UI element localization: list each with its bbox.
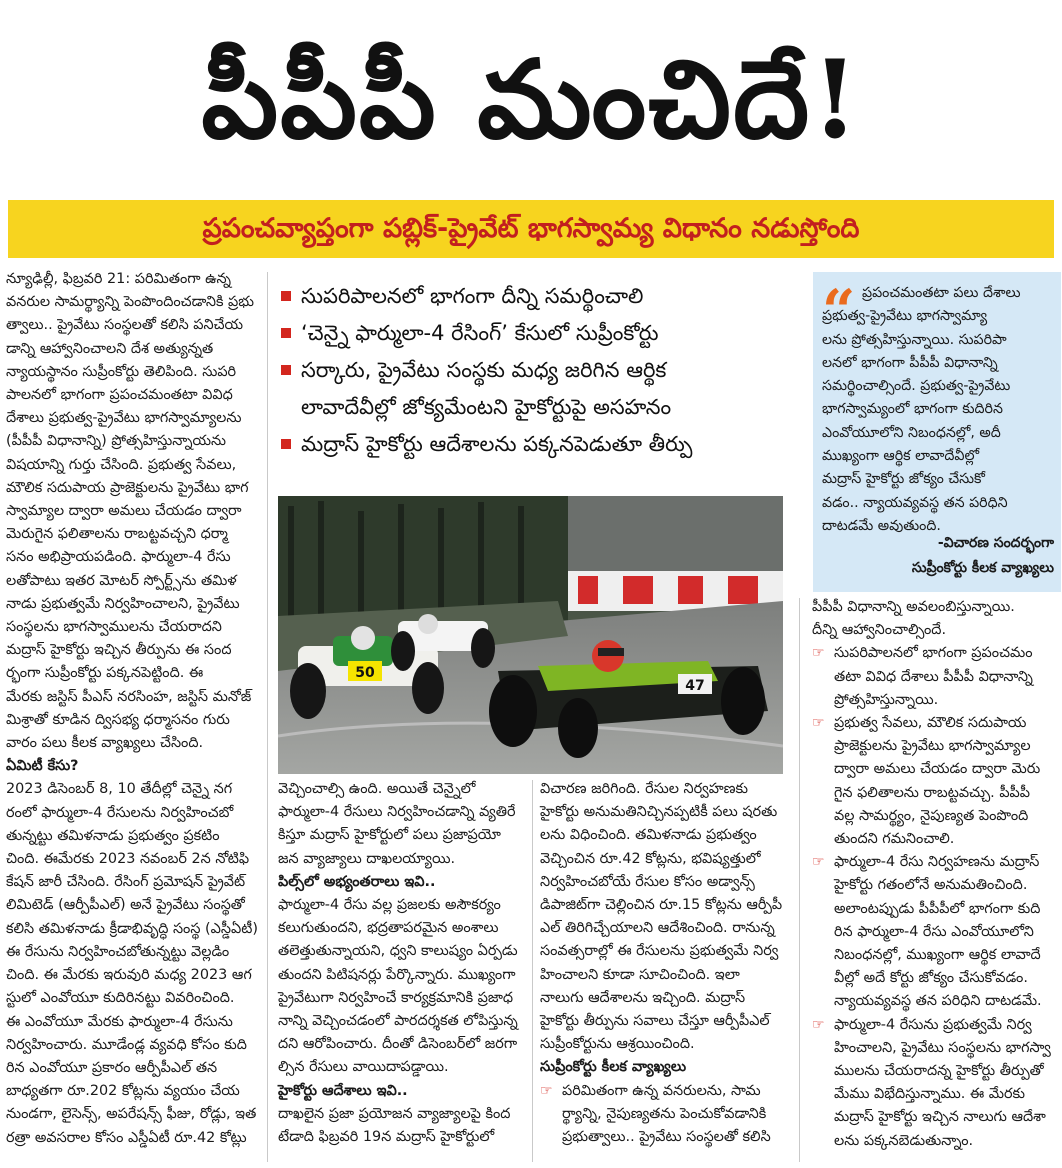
column-divider (267, 272, 268, 1162)
text-line: రిన ఎంవోయూ ప్రకారం ఆర్పీపీఎల్‌ తన (6, 1059, 218, 1076)
text-line: ప్రభుత్వ సేవలు, మౌలిక సదుపాయ (834, 715, 1027, 732)
text-line: పరిమితంగా ఉన్న వనరులను, సామ (562, 1082, 761, 1099)
subheading-sc-remarks: సుప్రీంకోర్టు కీలక వ్యాఖ్యలు (540, 1059, 687, 1076)
text-line: లిమిటెడ్‌ (ఆర్పీపీఎల్‌) అనే ప్రైవేటు సంస్థతో (6, 897, 245, 914)
headline: పీపీపీ మంచిదే! (201, 37, 861, 163)
bullet-text: లావాదేవీల్లో జోక్యమేంటని హైకోర్టుపై అసహనం (301, 395, 672, 419)
article-column-3 (540, 778, 792, 1149)
bullet-square-icon (281, 291, 291, 301)
text-line: కలిసి తమిళనాడు క్రీడాభివృద్ధి సంస్థ (ఎస్డీఏటీ) (6, 920, 258, 937)
column-divider (532, 780, 533, 1162)
text-line: న్యాయవ్యవస్థ తన పరిధిని దాటడమే. (834, 993, 1042, 1010)
text-line: ఫార్ములా-4 రేసు వల్ల ప్రజలకు అసౌకర్యం (278, 897, 501, 914)
quote-attribution (822, 531, 1054, 581)
text-line: హైకోర్టు అనుమతినిచ్చినప్పటికీ పలు షరతు (540, 804, 778, 821)
pointing-hand-icon: ☞ (540, 1082, 553, 1099)
text-line: మద్రాస్‌ హైకోర్టు ఇచ్చిన నాలుగు ఆదేశా (834, 1109, 1046, 1126)
text-line: త్వాలు.. ప్రైవేటు సంస్థలతో కలిసి పనిచేయ (6, 317, 244, 334)
text-line: ములను చేయరాదన్న హైకోర్టు తీర్పుతో (834, 1063, 1044, 1080)
text-line: ప్రభుత్వాలు.. ప్రైవేటు సంస్థలతో కలిసి (562, 1129, 771, 1146)
text-line: న్యాయస్థానం సుప్రీంకోర్టు తెలిపింది. సుపరి (6, 363, 237, 380)
subheading-hc-orders: హైకోర్టు ఆదేశాలు ఇవి.. (278, 1082, 408, 1099)
text-line: పీపీపీ విధానాన్ని అవలంబిస్తున్నాయి. (812, 599, 1015, 615)
text-line: ద్వారా అమలు చేయడం ద్వారా మెరు (834, 761, 1041, 778)
sc-remark-point (540, 1080, 792, 1150)
bullet-square-icon (281, 365, 291, 375)
bullet-text: ‘చెన్నై ఫార్ములా-4 రేసింగ్‌’ కేసులో సుప్రీంకోర్టు (301, 321, 659, 345)
text-line: అలాంటప్పుడు పీపీపీలో భాగంగా కుది (834, 900, 1041, 917)
text-line: రంలో ఫార్ములా-4 రేసులను నిర్వహించబో (6, 804, 234, 821)
text-line: నాన్ని వెచ్చించడంలో పారదర్శకత లోపిస్తున్న (278, 1013, 518, 1030)
text-line: రత్రా అవసరాల కోసం ఎస్డీఏటీ రూ.42 కోట్లు (6, 1129, 247, 1146)
text-line: చింది. ఈ మేరకు ఇరువురి మధ్య 2023 ఆగ (6, 967, 252, 984)
text-line: సంస్థలను భాగస్వాములను చేయరాదని (6, 619, 222, 636)
text-line: ల్సిన రేసులు వాయిదాపడ్డాయి. (278, 1059, 449, 1076)
text-line: హైకోర్టు తీర్పును సవాలు చేస్తూ ఆర్పీపీఎల్‌ (540, 1013, 770, 1030)
text-line: తలెత్తుతున్నాయని, ధ్వని కాలుష్యం ఏర్పడు (278, 943, 518, 960)
text-line: హించాలని, ప్రైవేటు సంస్థలను భాగస్వా (834, 1039, 1051, 1056)
sc-remark-point (812, 851, 1058, 1013)
subheading-what-is-case: ఏమిటీ కేసు? (6, 758, 79, 775)
quote-text (822, 277, 1054, 538)
text-line: మెరుగైన ఫలితాలను రాబట్టవచ్చని ధర్మా (6, 526, 228, 543)
highlight-bullet (275, 426, 800, 463)
highlight-bullets (275, 278, 800, 463)
text-line: మౌలిక సదుపాయ ప్రాజెక్టులను ప్రైవేటు భాగ (6, 479, 249, 496)
pointing-hand-icon: ☞ (812, 715, 825, 732)
text-line: తుందని గమనించాలి. (834, 831, 955, 848)
quote-line: వడం.. న్యాయవ్యవస్థ తన పరిధిని (822, 494, 1008, 511)
text-line: స్టులో ఎంవోయూ కుదిరినట్టు వివరించింది. (6, 990, 235, 1007)
text-line: వెచ్చించిన రూ.42 కోట్లను, భవిష్యత్తులో (540, 850, 761, 867)
text-line: లను విధించింది. తమిళనాడు ప్రభుత్వం (540, 827, 757, 844)
sc-remark-point (812, 712, 1058, 851)
attribution-line: సుప్రీంకోర్టు కీలక వ్యాఖ్యలు (911, 560, 1054, 576)
text-line: నిర్వహించబోయే రేసుల కోసం అడ్వాన్స్‌ (540, 873, 755, 890)
text-line: ప్రోత్సహిస్తున్నాయి. (834, 691, 939, 708)
car-number-47: 47 (685, 678, 705, 694)
highlight-bullet (275, 278, 800, 315)
text-line: పాలనలో భాగంగా ప్రపంచమంతటా వివిధ (6, 387, 233, 404)
text-line: వల్ల సామర్థ్యం, నైపుణ్యత పెంపొంది (834, 807, 1029, 824)
text-line: టేడాది ఫిబ్రవరి 19న మద్రాస్‌ హైకోర్టులో (278, 1129, 495, 1146)
text-line: మేరకు జస్టిస్‌ పీఎస్‌ నరసింహ, జస్టిస్‌ మనోజ్‌ (6, 688, 252, 705)
race-photo (278, 496, 783, 774)
quote-line: సమర్థించాల్సిందే. ప్రభుత్వ-ప్రైవేటు (822, 378, 1011, 395)
article-column-4 (812, 596, 1058, 1153)
text-line: సుపరిపాలనలో భాగంగా ప్రపంచమం (834, 645, 1033, 662)
text-line: నుండగా, లైసెన్స్‌, అపరేషన్స్‌ ఫీజు, రోడ్లు, ఇత (6, 1106, 257, 1123)
article-column-2 (278, 778, 526, 1149)
text-line: చింది. ఈమేరకు 2023 నవంబర్‌ 2న నోటిఫి (6, 851, 250, 868)
pointing-hand-icon: ☞ (812, 854, 825, 871)
text-line: ఫార్ములా-4 రేసులు నిర్వహించడాన్ని వ్యతిరే (278, 804, 516, 821)
highlight-bullet (275, 389, 800, 426)
text-line: కిస్తూ మద్రాస్‌ హైకోర్టులో పలు ప్రజాప్రయో (278, 827, 501, 844)
text-line: జన వ్యాజ్యాలు దాఖలయ్యాయి. (278, 850, 456, 867)
subheadline: ప్రపంచవ్యాప్తంగా పబ్లిక్‌-ప్రైవేట్‌ భాగస్వామ్య విధానం నడుస్తోంది (202, 213, 860, 244)
text-line: ఫార్ములా-4 రేసు నిర్వహణను మద్రాస్‌ (834, 854, 1040, 871)
quote-line: ఎంవోయూలోని నిబంధనల్లో, అదీ (822, 424, 1001, 441)
column-divider (799, 598, 800, 1162)
bullet-text: సుపరిపాలనలో భాగంగా దీన్ని సమర్థించాలి (301, 284, 644, 308)
text-line: నిబంధనల్లో, ముఖ్యంగా ఆర్థిక లావాదే (834, 947, 1041, 964)
highlight-bullet (275, 315, 800, 352)
text-line: దీన్ని ఆహ్వానించాల్సిందే. (812, 622, 947, 639)
text-line: డిపాజిట్‌గా చెల్లించిన రూ.15 కోట్లను ఆర్పీపీ (540, 897, 783, 914)
article-column-1 (6, 268, 261, 1150)
text-line: నాడు ప్రభుత్వమే నిర్వహించాలని, ప్రైవేటు (6, 595, 240, 612)
text-line: లతోపాటు ఇతర మోటర్‌ స్పోర్ట్స్‌ను తమిళ (6, 572, 237, 589)
pointing-hand-icon: ☞ (812, 1016, 825, 1033)
text-line: సుప్రీంకోర్టును ఆశ్రయించింది. (540, 1036, 695, 1053)
bullet-text: మద్రాస్‌ హైకోర్టు ఆదేశాలను పక్కనపెడుతూ తీర్పు (301, 432, 693, 456)
text-line: సనం అభిప్రాయపడింది. ఫార్ములా-4 రేసు (6, 549, 231, 566)
quote-line: దాటడమే అవుతుంది. (822, 517, 941, 534)
subheading-pils-objections: పిల్స్‌లో అభ్యంతరాలు ఇవి.. (278, 873, 436, 890)
text-line: వీల్లో అదే కోర్టు జోక్యం చేసుకోవడం. (834, 970, 1028, 987)
text-line: సంవత్సరాల్లో ఈ రేసులను ప్రభుత్వమే నిర్వ (540, 943, 779, 960)
text-line: విషయాన్ని గుర్తు చేసింది. ప్రభుత్వ సేవలు, (6, 456, 237, 473)
quote-line: లను ప్రోత్సహిస్తున్నాయి. సుపరిపా (822, 331, 1007, 348)
text-line: దాఖలైన ప్రజా ప్రయోజన వ్యాజ్యాలపై కింద (278, 1105, 511, 1122)
text-line: మిశ్రాతో కూడిన ద్విసభ్య ధర్మాసనం గురు (6, 711, 230, 728)
text-line: గైన ఫలితాలను రాబట్టవచ్చు. పీపీపీ (834, 784, 1031, 801)
text-line: న్యూఢిల్లీ, ఫిబ్రవరి 21: పరిమితంగా ఉన్న (6, 271, 231, 287)
quote-line: ప్రపంచమంతటా పలు దేశాలు (862, 285, 1021, 301)
text-line: ఎల్‌ తిరిగిచ్చేయాలని ఆదేశించింది. రానున్న (540, 920, 775, 937)
sc-remark-point (812, 1014, 1058, 1153)
text-line: బాధ్యతగా రూ.202 కోట్లను వ్యయం చేయ (6, 1083, 240, 1100)
text-line: హైకోర్టు గతంలోనే అనుమతించింది. (834, 877, 1028, 894)
bullet-text: సర్కారు, ప్రైవేటు సంస్థకు మధ్య జరిగిన ఆర్థిక (301, 358, 667, 382)
text-line: ఈ ఎంవోయూ మేరకు ఫార్ములా-4 రేసును (6, 1013, 233, 1030)
text-line: విచారణ జరిగింది. రేసుల నిర్వహణకు (540, 781, 749, 797)
text-line: ర్భంగా సుప్రీంకోర్టు పక్కనపెట్టింది. ఈ (6, 665, 204, 682)
text-line: హించాలని కూడా సూచించింది. ఇలా (540, 966, 740, 983)
text-line: దేశాలు ప్రభుత్వ-ప్రైవేటు భాగస్వామ్యాలను (6, 410, 242, 427)
text-line: దని ఆరోపించారు. దీంతో డిసెంబర్‌లో జరగా (278, 1036, 518, 1053)
car-number-50: 50 (355, 665, 375, 681)
text-line: వనరుల సామర్థ్యాన్ని పెంపొందించడానికి ప్రభు (6, 294, 255, 311)
text-line: మేము విభేదిస్తున్నాము. ఈ మేరకు (834, 1086, 1025, 1103)
quote-line: ప్రభుత్వ-ప్రైవేటు భాగస్వామ్యా (822, 308, 988, 325)
text-line: (పీపీపీ విధానాన్ని) ప్రోత్సహిస్తున్నాయను (6, 433, 227, 450)
text-line: కలుగుతుందని, భద్రతాపరమైన అంశాలు (278, 920, 499, 937)
text-line: నాలుగు ఆదేశాలను ఇచ్చింది. మద్రాస్‌ (540, 989, 746, 1006)
text-line: తుందని పిటిషనర్లు పేర్కొన్నారు. ముఖ్యంగా (278, 966, 516, 983)
text-line: రిన ఫార్ములా-4 రేసు ఎంవోయూలోని (834, 923, 1034, 940)
attribution-line: -విచారణ సందర్భంగా (937, 535, 1054, 551)
bullet-square-icon (281, 439, 291, 449)
formula-4-race-image (278, 496, 783, 774)
text-line: ఈ రేసును నిర్వహించబోతున్నట్టు వెల్లడిం (6, 943, 230, 960)
text-line: లను పక్కనబెడుతున్నాం. (834, 1132, 974, 1149)
text-line: మద్రాస్‌ హైకోర్టు ఇచ్చిన తీర్పును ఈ సంద (6, 642, 232, 659)
text-line: స్వామ్యాల ద్వారా అమలు చేయడం ద్వారా (6, 503, 242, 520)
highlight-bullet (275, 352, 800, 389)
text-line: వెచ్చించాల్సి ఉంది. అయితే చెన్నైలో (278, 781, 476, 797)
quote-mark-icon: “ (822, 277, 856, 345)
text-line: తటా వివిధ దేశాలు పీపీపీ విధానాన్ని (834, 668, 1033, 685)
text-line: ప్రాజెక్టులను ప్రైవేటు భాగస్వామ్యాల (834, 738, 1031, 755)
text-line: తున్నట్టు తమిళనాడు ప్రభుత్వం ప్రకటిం (6, 827, 220, 844)
text-line: డాన్ని ఆహ్వానించాలని దేశ అత్యున్నత (6, 340, 214, 357)
bullet-square-icon (281, 328, 291, 338)
text-line: నిర్వహించారు. మూడేండ్ల వ్యవధి కోసం కుది (6, 1036, 247, 1053)
text-line: కేషన్‌ జారీ చేసింది. రేసింగ్‌ ప్రమోషన్‌ ప్రైవేట్‌ (6, 874, 246, 891)
sc-remark-point (812, 642, 1058, 712)
pointing-hand-icon: ☞ (812, 645, 825, 662)
text-line: 2023 డిసెంబర్‌ 8, 10 తేదీల్లో చెన్నై నగ (6, 781, 233, 798)
quote-line: మద్రాస్‌ హైకోర్టు జోక్యం చేసుకో (822, 471, 985, 488)
text-line: వారం పలు కీలక వ్యాఖ్యలు చేసింది. (6, 735, 204, 752)
quote-line: ముఖ్యంగా ఆర్థిక లావాదేవీల్లో (822, 448, 980, 465)
text-line: ప్రైవేటుగా నిర్వహించే కార్యక్రమానికి ప్రజాధ (278, 989, 514, 1006)
quote-line: భాగస్వామ్యంలో భాగంగా కుదిరిన (822, 401, 1003, 418)
text-line: ర్థ్యాన్ని, నైపుణ్యతను పెంచుకోవడానికి (562, 1105, 767, 1122)
quote-line: లనలో భాగంగా పీపీపీ విధానాన్ని (822, 354, 998, 371)
text-line: ఫార్ములా-4 రేసును ప్రభుత్వమే నిర్వ (834, 1016, 1032, 1033)
